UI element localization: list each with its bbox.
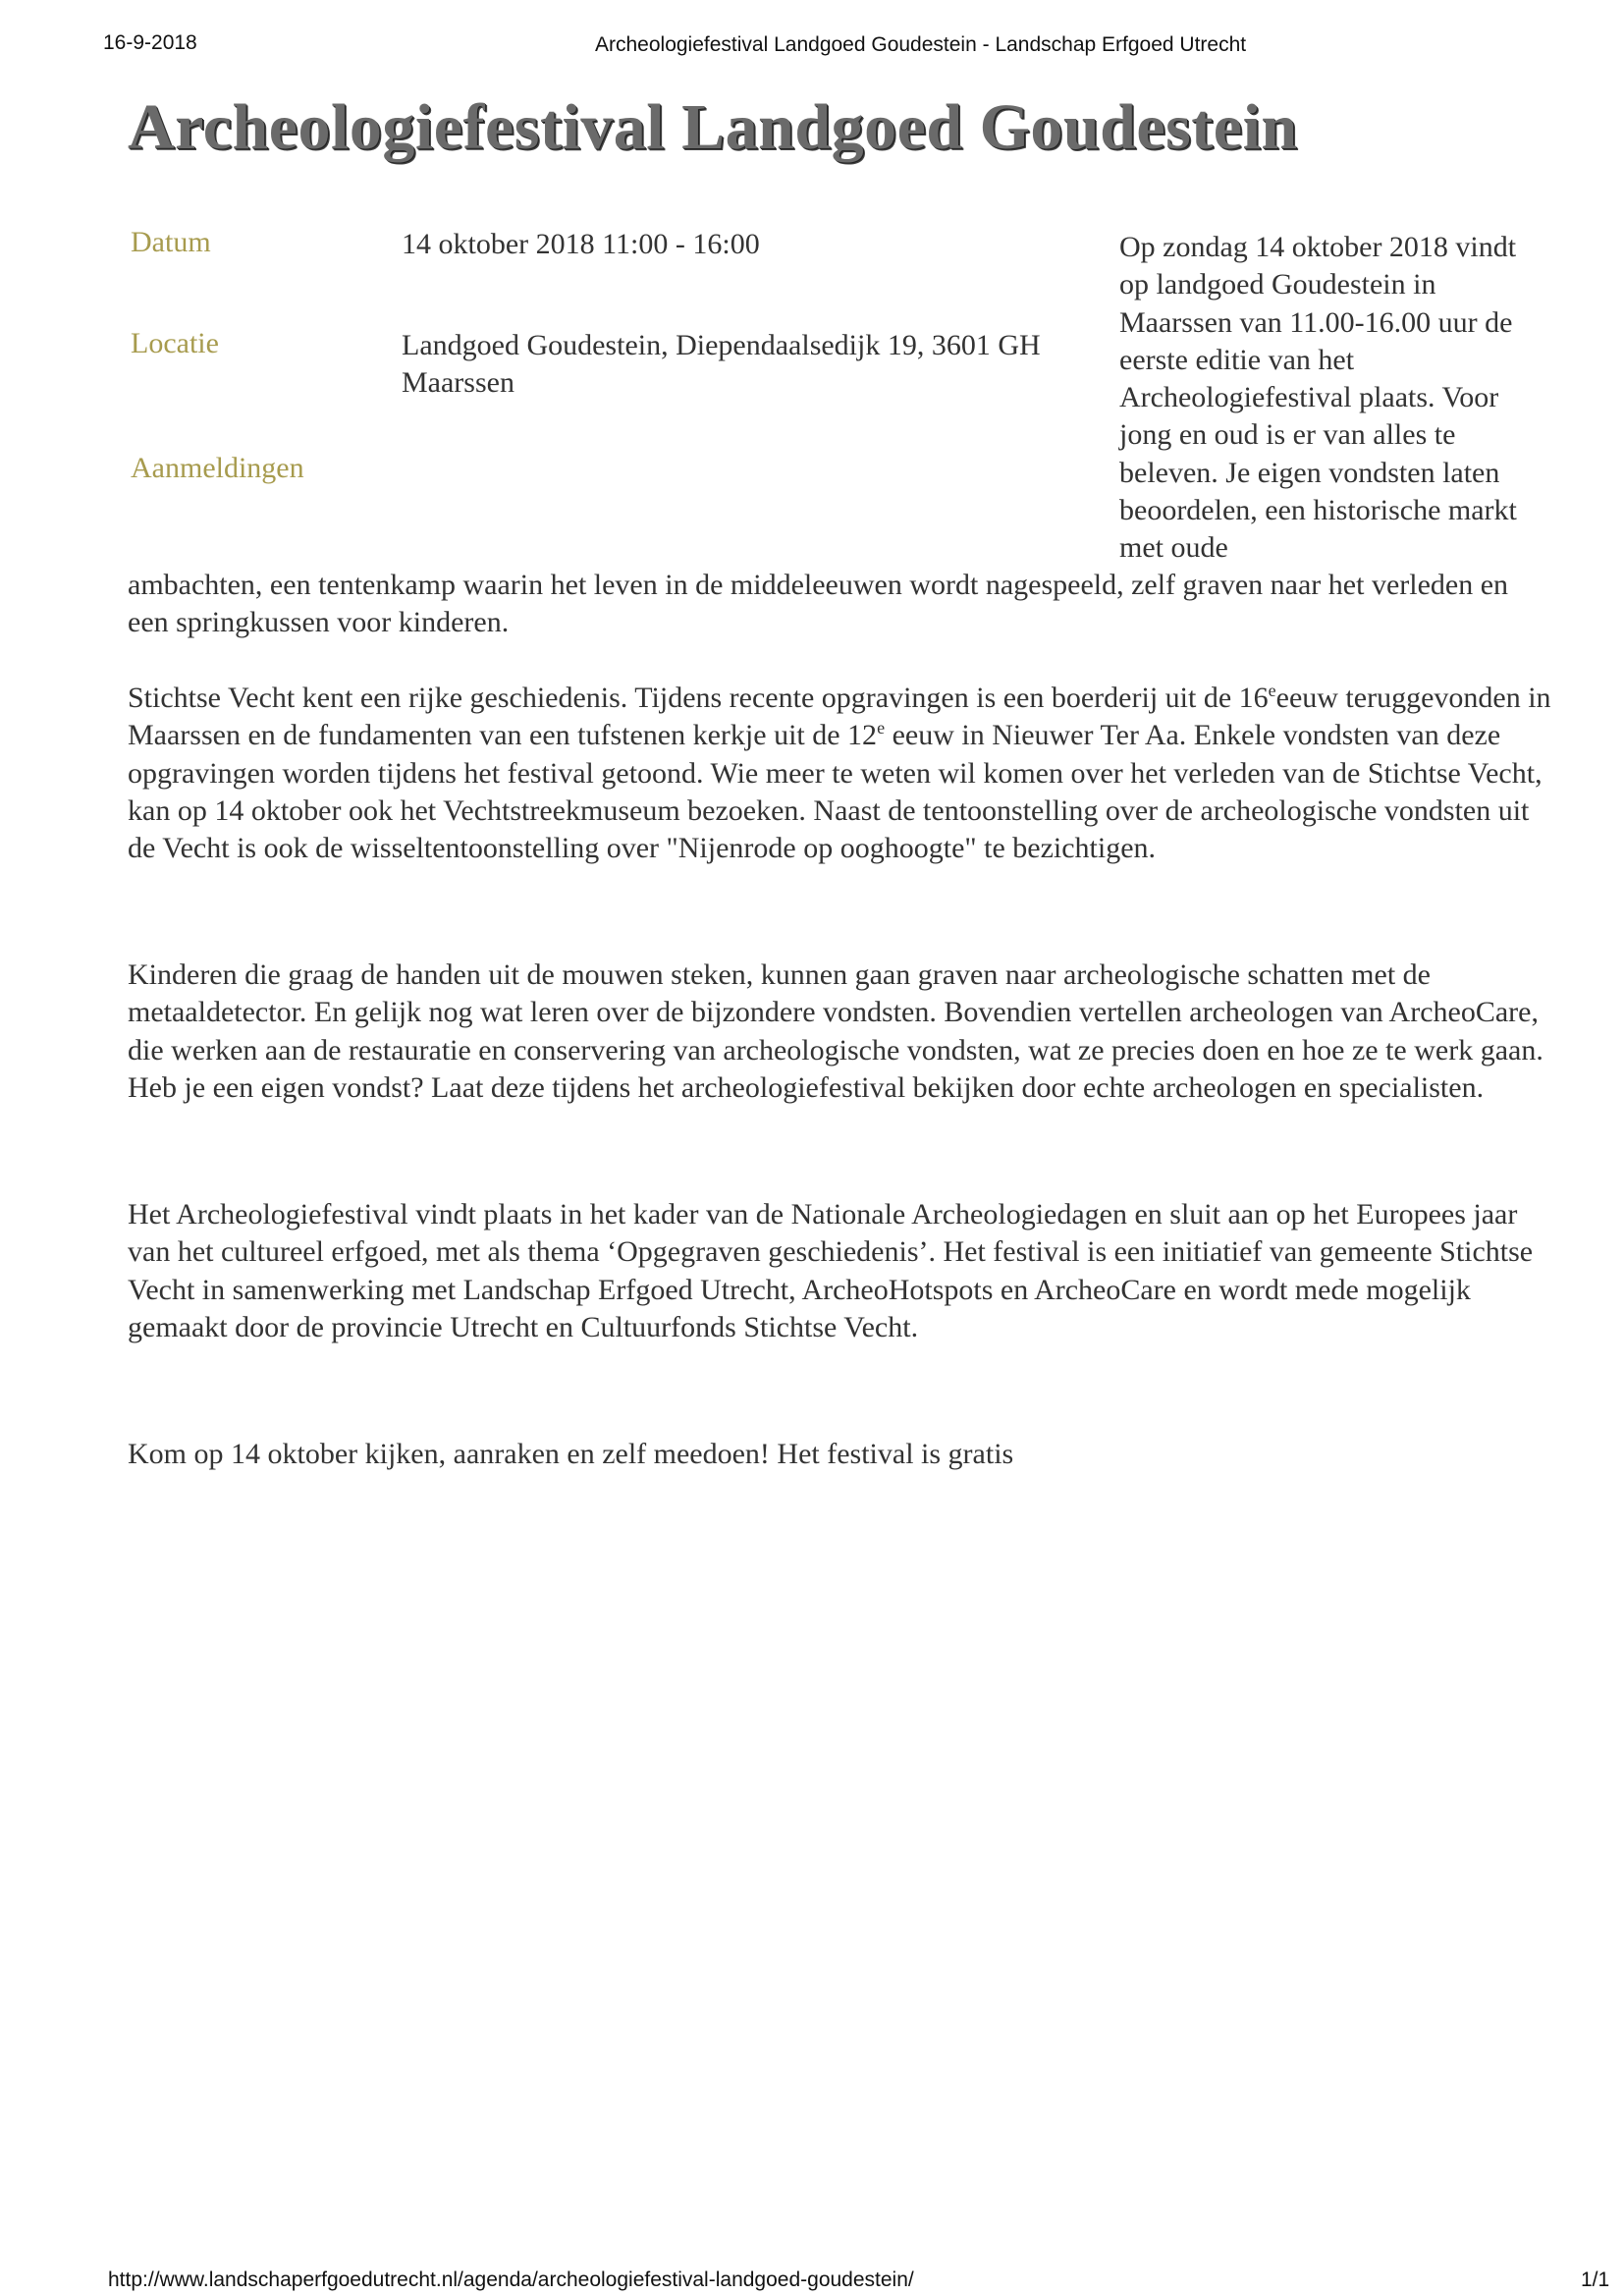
superscript-e: e: [877, 718, 886, 738]
page-title: Archeologiefestival Landgoed Goudestein: [128, 91, 1298, 163]
datum-value: 14 oktober 2018 11:00 - 16:00: [402, 228, 760, 260]
paragraph-history: [128, 680, 1551, 867]
intro-continued: ambachten, een tentenkamp waarin het leven in de middeleeuwen wordt nagespeeld, zelf graven naar het verleden en een springkussen voor kinderen.: [128, 569, 1509, 639]
aanmeldingen-label: Aanmeldingen: [131, 452, 304, 484]
locatie-value: Landgoed Goudestein, Diependaalsedijk 19, 3601 GH Maarssen: [402, 329, 1041, 399]
locatie-label: Locatie: [131, 327, 219, 359]
paragraph-context: Het Archeologiefestival vindt plaats in het kader van de Nationale Archeologiedagen en sluit aan op het Europees jaar van het cultureel erfgoed, met als thema ‘Opgegraven geschiedenis’. Het festival is een initiatief van gemeente Stichtse Vecht in samenwerking met Landschap Erfgoed Utrecht, ArcheoHotspots en ArcheoCare en wordt mede mogelijk gemaakt door de provincie Utrecht en Cultuurfonds Stichtse Vecht.: [128, 1198, 1534, 1343]
intro-text: Op zondag 14 oktober 2018 vindt op landgoed Goudestein in Maarssen van 11.00-16.00 uur de eerste editie van het Archeologiefestival plaats. Voor jong en oud is er van alles te beleven. Je eigen vondsten laten beoordelen, een historische markt met oude: [1119, 231, 1517, 565]
print-date: 16-9-2018: [103, 31, 197, 54]
superscript-e: e: [1268, 681, 1276, 700]
paragraph-history-part2: eeuw teruggevonden in Maarssen en de fundamenten van een tufstenen kerkje uit de 12: [128, 682, 1551, 752]
page-url: http://www.landschaperfgoedutrecht.nl/agenda/archeologiefestival-landgoed-goudestein/: [108, 2269, 914, 2291]
datum-label: Datum: [131, 226, 211, 258]
paragraph-children: Kinderen die graag de handen uit de mouwen steken, kunnen gaan graven naar archeologische schatten met de metaaldetector. En gelijk nog wat leren over de bijzondere vondsten. Bovendien vertellen archeologen van ArcheoCare, die werken aan de restauratie en conservering van archeologische vondsten, wat ze precies doen en hoe ze te werk gaan. Heb je een eigen vondst? Laat deze tijdens het archeologiefestival bekijken door echte archeologen en specialisten.: [128, 958, 1543, 1104]
paragraph-history-part1: Stichtse Vecht kent een rijke geschiedenis. Tijdens recente opgravingen is een boerderij uit de 16: [128, 682, 1269, 714]
paragraph-closing: Kom op 14 oktober kijken, aanraken en zelf meedoen! Het festival is gratis: [128, 1438, 1014, 1470]
paragraph-history-part3: eeuw in Nieuwer Ter Aa. Enkele vondsten van deze opgravingen worden tijdens het festival getoond. Wie meer te weten wil komen over het verleden van de Stichtse Vecht, kan op 14 oktober ook het Vechtstreekmuseum bezoeken. Naast de tentoonstelling over de archeologische vondsten uit de Vecht is ook de wisseltentoonstelling over "Nijenrode op ooghoogte" te bezichtigen.: [128, 719, 1543, 865]
page-number: 1/1: [1581, 2269, 1610, 2291]
print-page-title: Archeologiefestival Landgoed Goudestein - Landschap Erfgoed Utrecht: [595, 33, 1247, 56]
